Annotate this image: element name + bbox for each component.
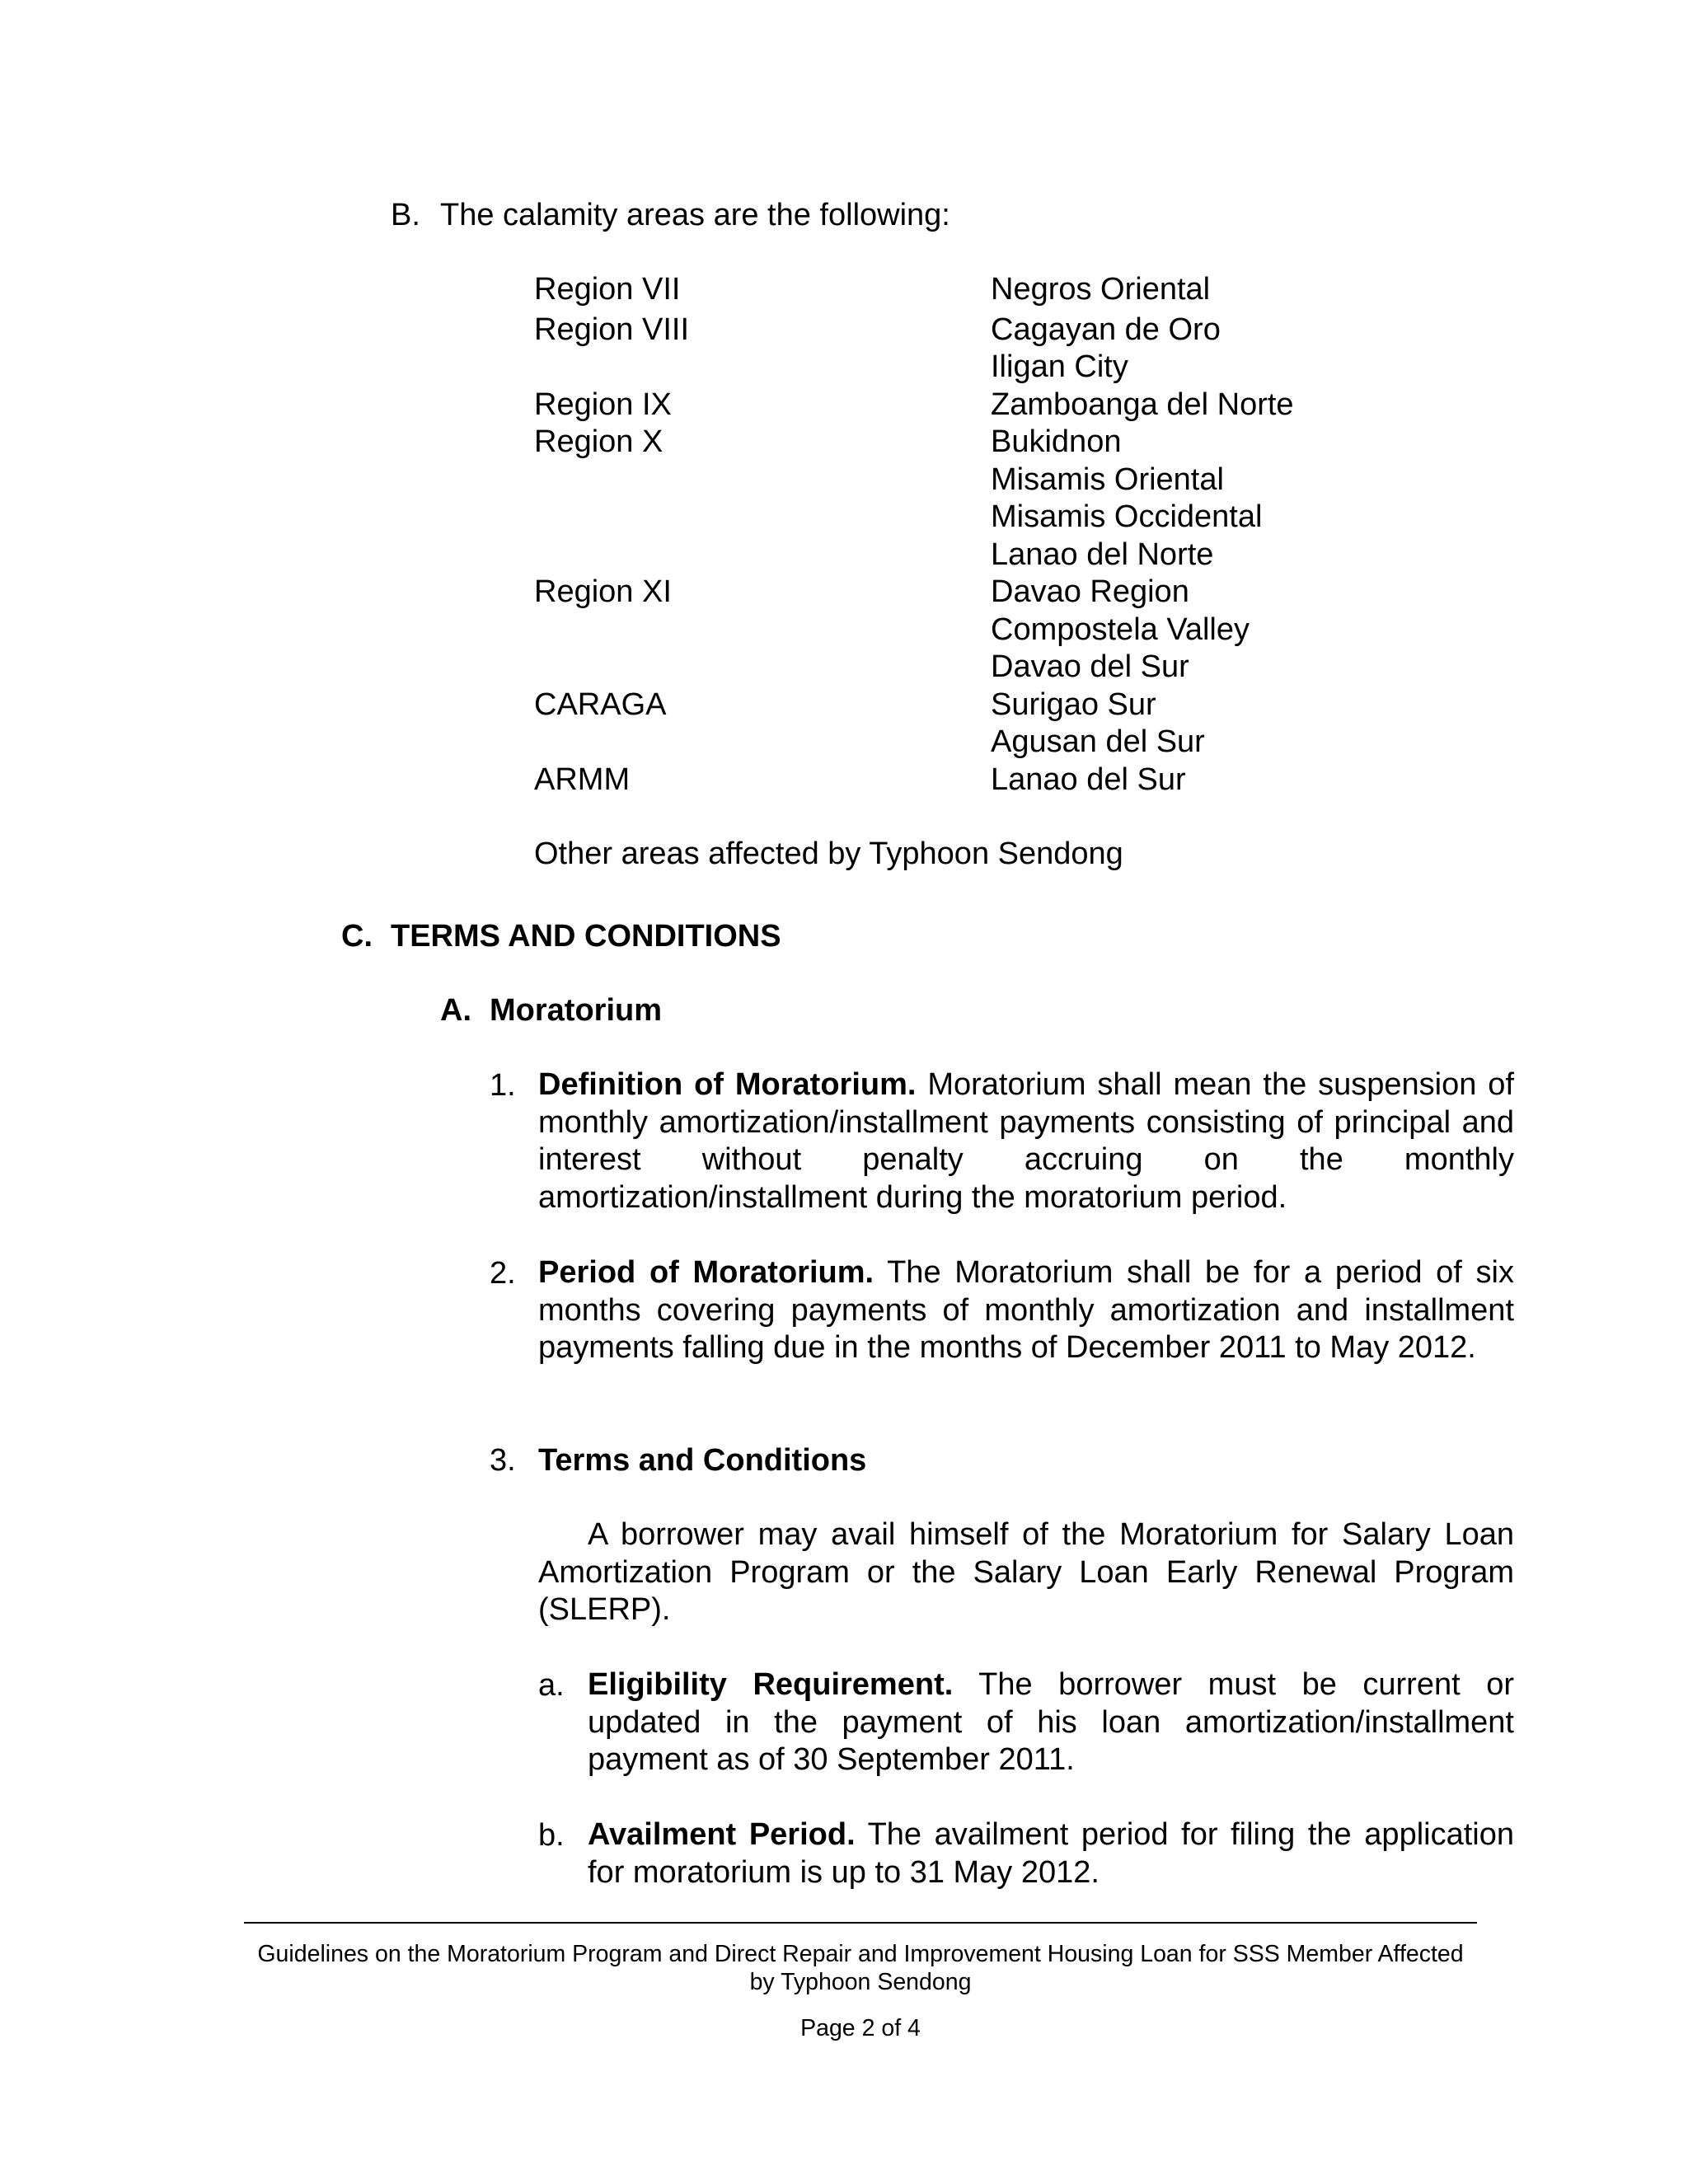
subsection-a-heading: Moratorium bbox=[490, 993, 662, 1028]
item-number: 3. bbox=[490, 1443, 516, 1478]
region-cell: ARMM bbox=[534, 762, 631, 797]
place-cell: Misamis Oriental bbox=[991, 462, 1224, 497]
region-cell: Region VIII bbox=[534, 312, 689, 347]
item-body: The Moratorium shall be for a period of six months covering payments of monthly amortization and installment payments falling due in the months of December 2011 to May 2012. bbox=[538, 1255, 1514, 1365]
subsection-a-marker: A. bbox=[440, 993, 471, 1028]
place-cell: Surigao Sur bbox=[991, 687, 1156, 722]
region-cell: CARAGA bbox=[534, 687, 667, 722]
item-title: Period of Moratorium. bbox=[538, 1255, 874, 1290]
place-cell: Misamis Occidental bbox=[991, 499, 1263, 534]
footer-divider bbox=[244, 1922, 1477, 1924]
place-cell: Bukidnon bbox=[991, 424, 1122, 459]
footer-title-line2: by Typhoon Sendong bbox=[749, 1969, 972, 1995]
place-cell: Negros Oriental bbox=[991, 272, 1211, 307]
section-c-heading: TERMS AND CONDITIONS bbox=[391, 919, 781, 954]
item-number: 1. bbox=[490, 1068, 516, 1103]
section-b-marker: B. bbox=[391, 198, 420, 232]
subitem-title: Eligibility Requirement. bbox=[588, 1667, 954, 1702]
region-cell: Region X bbox=[534, 424, 663, 459]
availment-period-paragraph bbox=[588, 1816, 1514, 1891]
subitem-body: The borrower must be current or updated in the payment of his loan amortization/installment payment as of 30 September 2011. bbox=[588, 1667, 1514, 1777]
footer-title-line1: Guidelines on the Moratorium Program and Direct Repair and Improvement Housing Loan for SSS Member Affected bbox=[257, 1941, 1464, 1967]
place-cell: Lanao del Sur bbox=[991, 762, 1186, 797]
place-cell: Davao Region bbox=[991, 574, 1189, 609]
region-cell: Region IX bbox=[534, 387, 672, 422]
item-number: 2. bbox=[490, 1256, 516, 1291]
section-c-marker: C. bbox=[341, 919, 373, 954]
region-cell: Region VII bbox=[534, 272, 681, 307]
subitem-letter: b. bbox=[538, 1818, 565, 1853]
item-body: Moratorium shall mean the suspension of monthly amortization/installment payments consisting of principal and interest without penalty accruing on the monthly amortization/installment during the moratorium period. bbox=[538, 1067, 1514, 1215]
place-cell: Agusan del Sur bbox=[991, 724, 1205, 759]
place-cell: Compostela Valley bbox=[991, 612, 1250, 647]
region-cell: Region XI bbox=[534, 574, 672, 609]
place-cell: Cagayan de Oro bbox=[991, 312, 1221, 347]
section-b-heading: The calamity areas are the following: bbox=[440, 198, 950, 232]
item-title: Terms and Conditions bbox=[538, 1443, 867, 1478]
place-cell: Iligan City bbox=[991, 349, 1128, 384]
other-areas-note: Other areas affected by Typhoon Sendong bbox=[534, 837, 1123, 871]
place-cell: Davao del Sur bbox=[991, 649, 1189, 684]
place-cell: Lanao del Norte bbox=[991, 537, 1214, 572]
terms-paragraph: A borrower may avail himself of the Moratorium for Salary Loan Amortization Program or the Salary Loan Early Renewal Program (SLERP). bbox=[538, 1517, 1514, 1627]
page-number: Page 2 of 4 bbox=[800, 2015, 921, 2041]
place-cell: Zamboanga del Norte bbox=[991, 387, 1294, 422]
subitem-letter: a. bbox=[538, 1668, 565, 1703]
eligibility-requirement-paragraph bbox=[588, 1666, 1514, 1779]
subitem-body: The availment period for filing the application for moratorium is up to 31 May 2012. bbox=[588, 1817, 1514, 1890]
subitem-title: Availment Period. bbox=[588, 1817, 856, 1852]
item-title: Definition of Moratorium. bbox=[538, 1067, 917, 1102]
definition-of-moratorium-paragraph bbox=[538, 1066, 1514, 1216]
period-of-moratorium-paragraph bbox=[538, 1254, 1514, 1367]
